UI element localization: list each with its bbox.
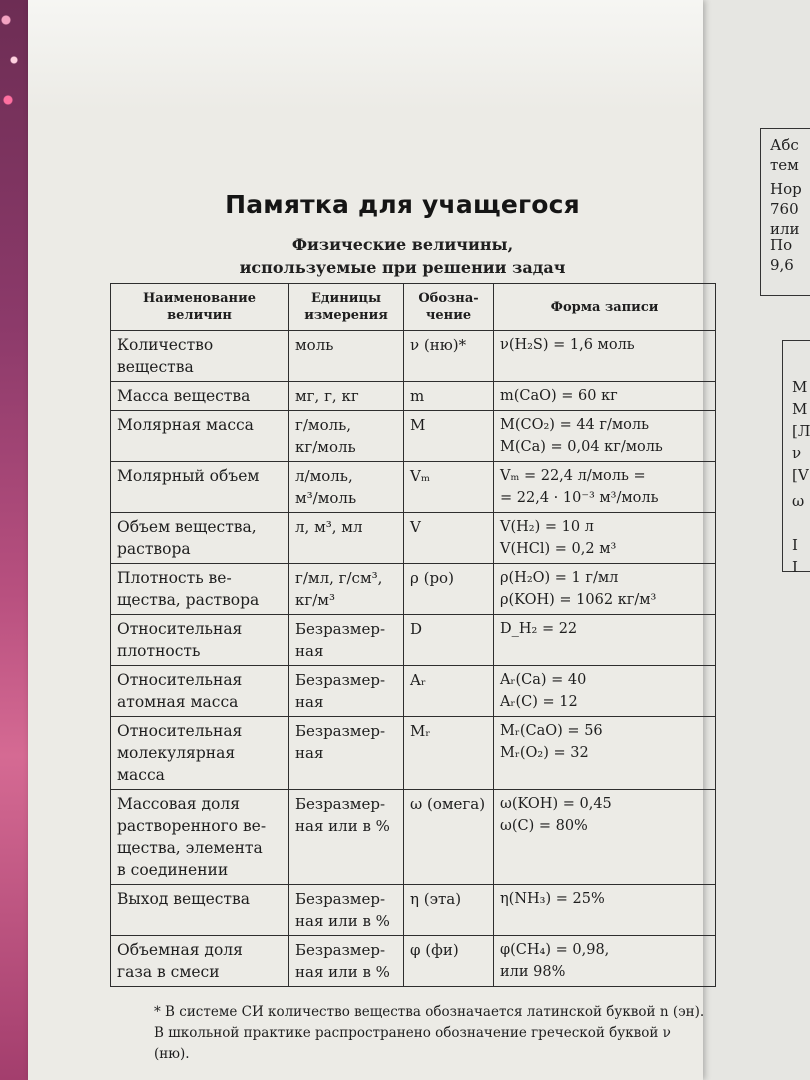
cell-line: M	[410, 416, 426, 434]
table-cell-name	[111, 564, 289, 615]
table-cell-example	[494, 382, 716, 411]
cell-line: г/моль,	[295, 416, 352, 434]
cell-line: η(NH₃) = 25%	[500, 891, 605, 907]
cell-line: щества, раствора	[117, 591, 260, 609]
cell-line: M(Ca) = 0,04 кг/моль	[500, 439, 663, 455]
cell-line: M(CO₂) = 44 г/моль	[500, 417, 649, 433]
table-cell-example	[494, 462, 716, 513]
table-cell-units	[289, 513, 404, 564]
table-cell-units	[289, 615, 404, 666]
cell-line: Безразмер-	[295, 890, 386, 908]
next-page-text: По	[770, 236, 793, 254]
cell-line: Aᵣ	[410, 671, 427, 689]
table-cell-example	[494, 790, 716, 885]
cell-line: m	[410, 387, 425, 405]
cell-line: л/моль,	[295, 467, 353, 485]
table-cell-units	[289, 666, 404, 717]
table-cell-name	[111, 666, 289, 717]
cell-line: Безразмер-	[295, 671, 386, 689]
cell-line: молекулярная	[117, 744, 236, 762]
cell-line: Относительная	[117, 722, 243, 740]
cell-line: ω (омега)	[410, 795, 486, 813]
next-page-text: Нор	[770, 180, 802, 198]
table-row	[111, 331, 716, 382]
header-units: Единицы измерения	[289, 284, 404, 331]
next-page-text: [Л	[792, 422, 810, 440]
cell-line: m(CaO) = 60 кг	[500, 388, 618, 404]
table-cell-example	[494, 666, 716, 717]
table-row	[111, 790, 716, 885]
cell-line: Aᵣ(Ca) = 40	[500, 672, 587, 688]
cell-line: ная или в %	[295, 963, 390, 981]
cell-line: кг/моль	[295, 438, 356, 456]
cell-line: Aᵣ(C) = 12	[500, 694, 578, 710]
table-row	[111, 513, 716, 564]
table-cell-units	[289, 382, 404, 411]
table-cell-symbol	[404, 382, 494, 411]
next-page-text: [V	[792, 466, 809, 484]
cell-line: ν(H₂S) = 1,6 моль	[500, 337, 635, 353]
cell-line: атомная масса	[117, 693, 239, 711]
table-cell-symbol	[404, 564, 494, 615]
table-cell-name	[111, 885, 289, 936]
table-cell-symbol	[404, 331, 494, 382]
cell-line: ω(KOH) = 0,45	[500, 796, 612, 812]
table-cell-example	[494, 331, 716, 382]
cell-line: ρ(H₂O) = 1 г/мл	[500, 570, 619, 586]
cell-line: раствора	[117, 540, 191, 558]
table-cell-example	[494, 885, 716, 936]
next-page-text: I	[792, 536, 798, 554]
cell-line: в соединении	[117, 861, 229, 879]
next-page-text: М	[792, 400, 808, 418]
cell-line: = 22,4 · 10⁻³ м³/моль	[500, 490, 659, 506]
table-cell-example	[494, 564, 716, 615]
next-page-text: 9,6	[770, 256, 794, 274]
cell-line: Объем вещества,	[117, 518, 257, 536]
cell-line: моль	[295, 336, 334, 354]
cell-line: щества, элемента	[117, 839, 263, 857]
table-cell-symbol	[404, 462, 494, 513]
cell-line: ная или в %	[295, 912, 390, 930]
cell-line: ная	[295, 642, 324, 660]
cell-line: Mᵣ(CaO) = 56	[500, 723, 603, 739]
next-page-text: тем	[770, 156, 799, 174]
cell-line: кг/м³	[295, 591, 335, 609]
table-cell-name	[111, 513, 289, 564]
next-page-text: М	[792, 378, 808, 396]
cell-line: D	[410, 620, 423, 638]
table-body	[111, 331, 716, 987]
table-cell-symbol	[404, 666, 494, 717]
table-cell-name	[111, 936, 289, 987]
cell-line: D_H₂ = 22	[500, 621, 578, 637]
cell-line: л, м³, мл	[295, 518, 363, 536]
table-cell-units	[289, 790, 404, 885]
table-cell-symbol	[404, 936, 494, 987]
next-page-text: Абс	[770, 136, 799, 154]
table-cell-units	[289, 936, 404, 987]
table-cell-name	[111, 462, 289, 513]
table-cell-symbol	[404, 513, 494, 564]
page-title: Памятка для учащегося	[225, 190, 580, 219]
next-page-text: I	[792, 558, 798, 576]
cell-line: Плотность ве-	[117, 569, 232, 587]
table-cell-name	[111, 411, 289, 462]
table-cell-units	[289, 885, 404, 936]
cell-line: Mᵣ	[410, 722, 431, 740]
cell-line: Объемная доля	[117, 941, 243, 959]
cell-line: масса	[117, 766, 165, 784]
table-row	[111, 382, 716, 411]
subtitle-line-2: используемые при решении задач	[239, 258, 566, 277]
table-row	[111, 666, 716, 717]
header-example: Форма записи	[494, 284, 716, 331]
header-symbol: Обозна- чение	[404, 284, 494, 331]
cell-line: вещества	[117, 358, 194, 376]
table-row	[111, 411, 716, 462]
table-row	[111, 462, 716, 513]
cell-line: г/мл, г/см³,	[295, 569, 383, 587]
cell-line: Vₘ = 22,4 л/моль =	[500, 468, 646, 484]
table-cell-units	[289, 411, 404, 462]
cell-line: плотность	[117, 642, 201, 660]
next-page-text: или	[770, 220, 800, 238]
cell-line: Количество	[117, 336, 214, 354]
cell-line: ω(C) = 80%	[500, 818, 588, 834]
cell-line: Безразмер-	[295, 620, 386, 638]
table-cell-symbol	[404, 885, 494, 936]
footnote: * В системе СИ количество вещества обозначается латинской буквой n (эн). В школьной практике распространено обозначение греческой буквой ν (ню).	[154, 1004, 705, 1062]
cell-line: Масса вещества	[117, 387, 251, 405]
table-cell-name	[111, 790, 289, 885]
cell-line: Относительная	[117, 671, 243, 689]
cell-line: Mᵣ(O₂) = 32	[500, 745, 589, 761]
cell-line: Vₘ	[410, 467, 431, 485]
table-cell-name	[111, 331, 289, 382]
table-cell-name	[111, 615, 289, 666]
cell-line: Безразмер-	[295, 722, 386, 740]
cell-line: ная или в %	[295, 817, 390, 835]
subtitle-line-1: Физические величины,	[291, 235, 514, 254]
cell-line: Относительная	[117, 620, 243, 638]
cell-line: Молярный объем	[117, 467, 260, 485]
cell-line: Безразмер-	[295, 941, 386, 959]
next-page-text: 760	[770, 200, 799, 218]
table-cell-example	[494, 615, 716, 666]
cell-line: φ (фи)	[410, 941, 459, 959]
next-page-text: ω	[792, 492, 805, 510]
quantities-table	[110, 283, 716, 987]
cell-line: или 98%	[500, 964, 566, 980]
cell-line: V(HCl) = 0,2 м³	[500, 541, 617, 557]
cell-line: Массовая доля	[117, 795, 240, 813]
cell-line: η (эта)	[410, 890, 462, 908]
table-cell-example	[494, 411, 716, 462]
cell-line: м³/моль	[295, 489, 357, 507]
cell-line: мг, г, кг	[295, 387, 359, 405]
table-cell-name	[111, 717, 289, 790]
table-cell-units	[289, 564, 404, 615]
table-cell-example	[494, 717, 716, 790]
cell-line: ная	[295, 693, 324, 711]
table-cell-units	[289, 462, 404, 513]
table-cell-example	[494, 936, 716, 987]
cell-line: ная	[295, 744, 324, 762]
cell-line: растворенного ве-	[117, 817, 267, 835]
cell-line: φ(CH₄) = 0,98,	[500, 942, 610, 958]
cell-line: ρ (ро)	[410, 569, 454, 587]
table-cell-name	[111, 382, 289, 411]
header-name: Наименование величин	[111, 284, 289, 331]
cell-line: Молярная масса	[117, 416, 254, 434]
table-row	[111, 936, 716, 987]
cell-line: ρ(KOH) = 1062 кг/м³	[500, 592, 657, 608]
cell-line: ν (ню)*	[410, 336, 467, 354]
cell-line: Безразмер-	[295, 795, 386, 813]
table-row	[111, 564, 716, 615]
cell-line: V(H₂) = 10 л	[500, 519, 594, 535]
table-cell-units	[289, 331, 404, 382]
table-row	[111, 615, 716, 666]
table-cell-example	[494, 513, 716, 564]
table-row	[111, 717, 716, 790]
cell-line: V	[410, 518, 421, 536]
table-cell-symbol	[404, 411, 494, 462]
table-cell-symbol	[404, 615, 494, 666]
table-cell-symbol	[404, 790, 494, 885]
cell-line: Выход вещества	[117, 890, 250, 908]
table-cell-symbol	[404, 717, 494, 790]
table-header-row	[111, 284, 716, 331]
table-cell-units	[289, 717, 404, 790]
next-page-text: ν	[792, 444, 802, 462]
cell-line: газа в смеси	[117, 963, 220, 981]
table-row	[111, 885, 716, 936]
